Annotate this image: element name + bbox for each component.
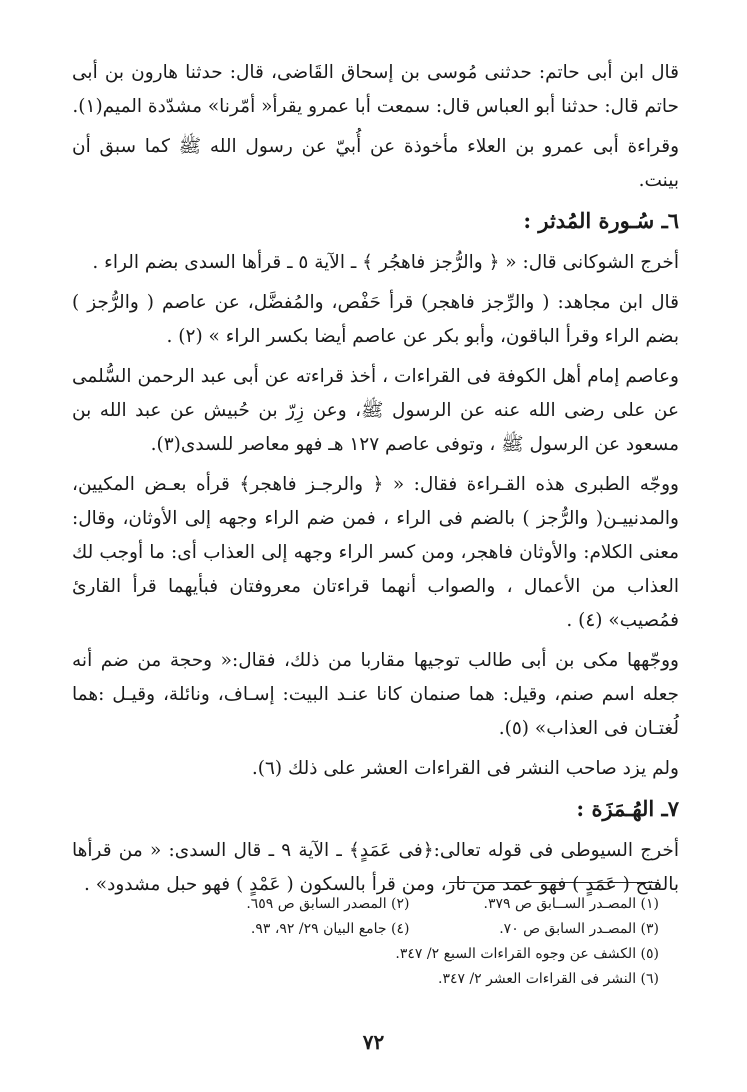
- paragraph-9: أخرج السيوطى فى قوله تعالى:﴿فى عَمَدٍ﴾ ـ الآية ٩ ـ قال السدى: « من قرأها بالفتح ( عَمَدٍ ) فهو عمد من نار، ومن قرأ بالسكون ( عَمْدٍ ) فهو حبل مشدود» .: [72, 840, 679, 895]
- footnote-1: (١) المصـدر الســابق ص ٣٧٩.: [483, 896, 659, 912]
- paragraph-4: قال ابن مجاهد: ( والرِّجز فاهجر) قرأ حَفْص، والمُفضَّل، عن عاصم ( والرُّجز ) بضم الراء وقرأ الباقون، وأبو بكر عن عاصم أيضا بكسر الراء » (٢) .: [72, 292, 679, 347]
- paragraph-1: قال ابن أبى حاتم: حدثنى مُوسى بن إسحاق القَاضى، قال: حدثنا هارون بن أبى حاتم قال: حدثنا أبو العباس قال: سمعت أبا عمرو يقرأ« أمّرنا» مشدّدة الميم(١).: [72, 62, 679, 117]
- page-number: ٧٢: [362, 1030, 385, 1054]
- footnote-6: (٦) النشر فى القراءات العشر ٢/ ٣٤٧.: [437, 971, 659, 987]
- paragraph-3: أخرج الشوكانى قال: « ﴿ والرُّجز فاهجُر ﴾ ـ الآية ٥ ـ قرأها السدى بضم الراء .: [92, 252, 679, 273]
- paragraph-7: ووجّهها مكى بن أبى طالب توجيها مقاربا من ذلك، فقال:« وحجة من ضم أنه جعله اسم صنم، وقيل: هما صنمان كانا عنـد البيت: إسـاف، ونائلة، وقيـل :هما لُغتـان فى العذاب» (٥).: [72, 650, 679, 739]
- paragraph-8: ولم يزد صاحب النشر فى القراءات العشر على ذلك (٦).: [251, 758, 679, 779]
- main-text: [72, 56, 679, 908]
- footnotes: [190, 892, 659, 992]
- section-heading-humazah: ٧ـ الهُـمَزَة :: [576, 796, 679, 821]
- paragraph-5: وعاصم إمام أهل الكوفة فى القراءات ، أخذ قراءته عن أبى عبد الرحمن السُّلمى عن على رضى الله عنه عن الرسول ﷺ، وعن زِرّ بن حُبيش عن عبد الله بن مسعود عن الرسول ﷺ ، وتوفى عاصم ١٢٧ هـ فهو معاصر للسدى(٣).: [72, 366, 679, 455]
- paragraph-6: ووجّه الطبرى هذه القـراءة فقال: « ﴿ والرجـز فاهجر﴾ قرأه بعـض المكيين، والمدنييـن( والرُّجز ) بالضم فى الراء ، فمن ضم الراء وجهه إلى الأوثان، وقال: معنى الكلام: والأوثان فاهجر، ومن كسر الراء وجهه إلى العذاب أى: ما أوجب لك العذاب من الأعمال ، والصواب أنهما قراءتان معروفتان فبأيهما قرأ القارئ فمُصيب» (٤) .: [72, 474, 679, 631]
- footnote-5: (٥) الكشف عن وجوه القراءات السبع ٢/ ٣٤٧.: [395, 946, 659, 962]
- footnote-divider: [449, 882, 659, 883]
- footnote-4: (٤) جامع البيان ٢٩/ ٩٢، ٩٣.: [250, 921, 410, 937]
- section-heading-muddaththir: ٦ـ سُـورة المُدثر :: [523, 208, 679, 233]
- footnote-2: (٢) المصدر السابق ص ٦٥٩.: [246, 896, 410, 912]
- paragraph-2: وقراءة أبى عمرو بن العلاء مأخوذة عن أُبيّ عن رسول الله ﷺ كما سبق أن بينت.: [72, 136, 679, 191]
- footnote-3: (٣) المصـدر السابق ص ٧٠.: [499, 921, 659, 937]
